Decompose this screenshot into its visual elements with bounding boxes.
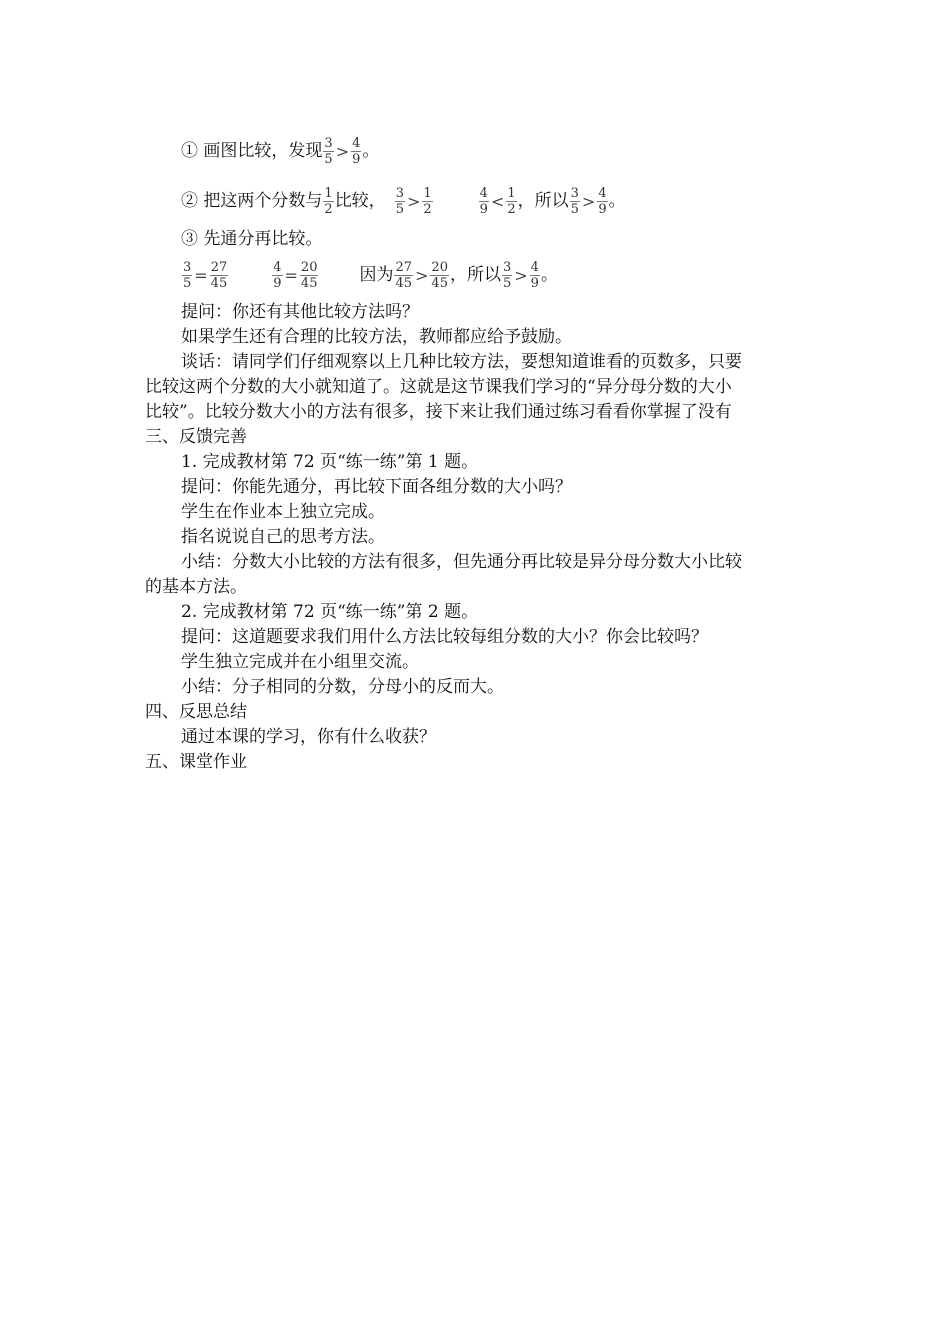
fraction-1-2: $\frac{1}{2}$ bbox=[423, 186, 432, 217]
greater-than: > bbox=[514, 265, 528, 285]
fraction-3-5: $\frac{3}{5}$ bbox=[324, 136, 333, 167]
paragraph-line: 指名说说自己的思考方法。 bbox=[181, 527, 385, 547]
paragraph-line: 的基本方法。 bbox=[145, 577, 247, 597]
greater-than: > bbox=[406, 191, 421, 211]
paragraph-line: 学生在作业本上独立完成。 bbox=[181, 502, 385, 522]
section-heading: 三、反馈完善 bbox=[145, 427, 247, 447]
paragraph-line: 提问：你能先通分，再比较下面各组分数的大小吗？ bbox=[181, 477, 572, 497]
method-3-equations: $\frac{3}{5}$ = $\frac{27}{45}$ $\frac{4}{9}$ = $\frac{20}{45}$ 因为 $\frac{27}{45}$ > $\frac{20}{45}$ ，所以 $\frac{3}{5}$ > $\frac{4}{9}$ 。 bbox=[183, 260, 558, 291]
paragraph-line: 比较这两个分数的大小就知道了。这就是这节课我们学习的“异分母分数的大小 bbox=[145, 377, 732, 397]
fraction-3-5: $\frac{3}{5}$ bbox=[183, 260, 192, 291]
fraction-20-45: $\frac{20}{45}$ bbox=[431, 260, 448, 291]
fraction-3-5: $\frac{3}{5}$ bbox=[395, 186, 404, 217]
paragraph-line: 提问：你还有其他比较方法吗？ bbox=[181, 302, 419, 322]
greater-than: > bbox=[581, 191, 596, 211]
fraction-4-9: $\frac{4}{9}$ bbox=[598, 186, 607, 217]
paragraph-line: 谈话：请同学们仔细观察以上几种比较方法，要想知道谁看的页数多，只要 bbox=[181, 352, 742, 372]
fraction-1-2: $\frac{1}{2}$ bbox=[324, 186, 333, 217]
fraction-1-2: $\frac{1}{2}$ bbox=[507, 186, 516, 217]
paragraph-line: 学生独立完成并在小组里交流。 bbox=[181, 652, 419, 672]
paragraph-line: 2. 完成教材第 72 页“练一练”第 2 题。 bbox=[181, 602, 479, 622]
paragraph-line: 通过本课的学习，你有什么收获？ bbox=[181, 727, 436, 747]
fraction-27-45: $\frac{27}{45}$ bbox=[210, 260, 228, 291]
method-2-text: ② 把这两个分数与 bbox=[181, 191, 323, 211]
greater-than: > bbox=[415, 265, 429, 285]
equals: = bbox=[284, 265, 298, 285]
method-3-title: ③ 先通分再比较。 bbox=[181, 229, 323, 249]
paragraph-line: 如果学生还有合理的比较方法，教师都应给予鼓励。 bbox=[181, 327, 572, 347]
fraction-4-9: $\frac{4}{9}$ bbox=[352, 136, 361, 167]
fraction-4-9: $\frac{4}{9}$ bbox=[479, 186, 488, 217]
paragraph-line: 1. 完成教材第 72 页“练一练”第 1 题。 bbox=[181, 452, 479, 472]
method-1-line: ① 画图比较，发现 $\frac{3}{5}$ > $\frac{4}{9}$ 。 bbox=[181, 136, 380, 167]
section-heading: 四、反思总结 bbox=[145, 702, 247, 722]
fraction-27-45: $\frac{27}{45}$ bbox=[395, 260, 413, 291]
less-than: < bbox=[490, 191, 505, 211]
section-heading: 五、课堂作业 bbox=[145, 752, 247, 772]
fraction-20-45: $\frac{20}{45}$ bbox=[300, 260, 318, 291]
method-1-text: ① 画图比较，发现 bbox=[181, 141, 323, 161]
fraction-3-5: $\frac{3}{5}$ bbox=[502, 260, 512, 291]
fraction-4-9: $\frac{4}{9}$ bbox=[273, 260, 282, 291]
greater-than: > bbox=[335, 141, 350, 161]
paragraph-line: 小结：分子相同的分数，分母小的反而大。 bbox=[181, 677, 504, 697]
fraction-3-5: $\frac{3}{5}$ bbox=[570, 186, 579, 217]
paragraph-line: 小结：分数大小比较的方法有很多，但先通分再比较是异分母分数大小比较 bbox=[181, 552, 742, 572]
because-text: 因为 bbox=[359, 265, 394, 285]
equals: = bbox=[194, 265, 208, 285]
fraction-4-9: $\frac{4}{9}$ bbox=[530, 260, 539, 291]
paragraph-line: 比较”。比较分数大小的方法有很多，接下来让我们通过练习看看你掌握了没有 bbox=[145, 402, 732, 422]
method-2-line: ② 把这两个分数与 $\frac{1}{2}$ 比较， $\frac{3}{5}$ > $\frac{1}{2}$ $\frac{4}{9}$ < $\frac{1}{2}$ ，所以 $\frac{3}{5}$ > $\frac{4}{9}$ 。 bbox=[181, 186, 626, 217]
paragraph-line: 提问：这道题要求我们用什么方法比较每组分数的大小？你会比较吗？ bbox=[181, 627, 708, 647]
